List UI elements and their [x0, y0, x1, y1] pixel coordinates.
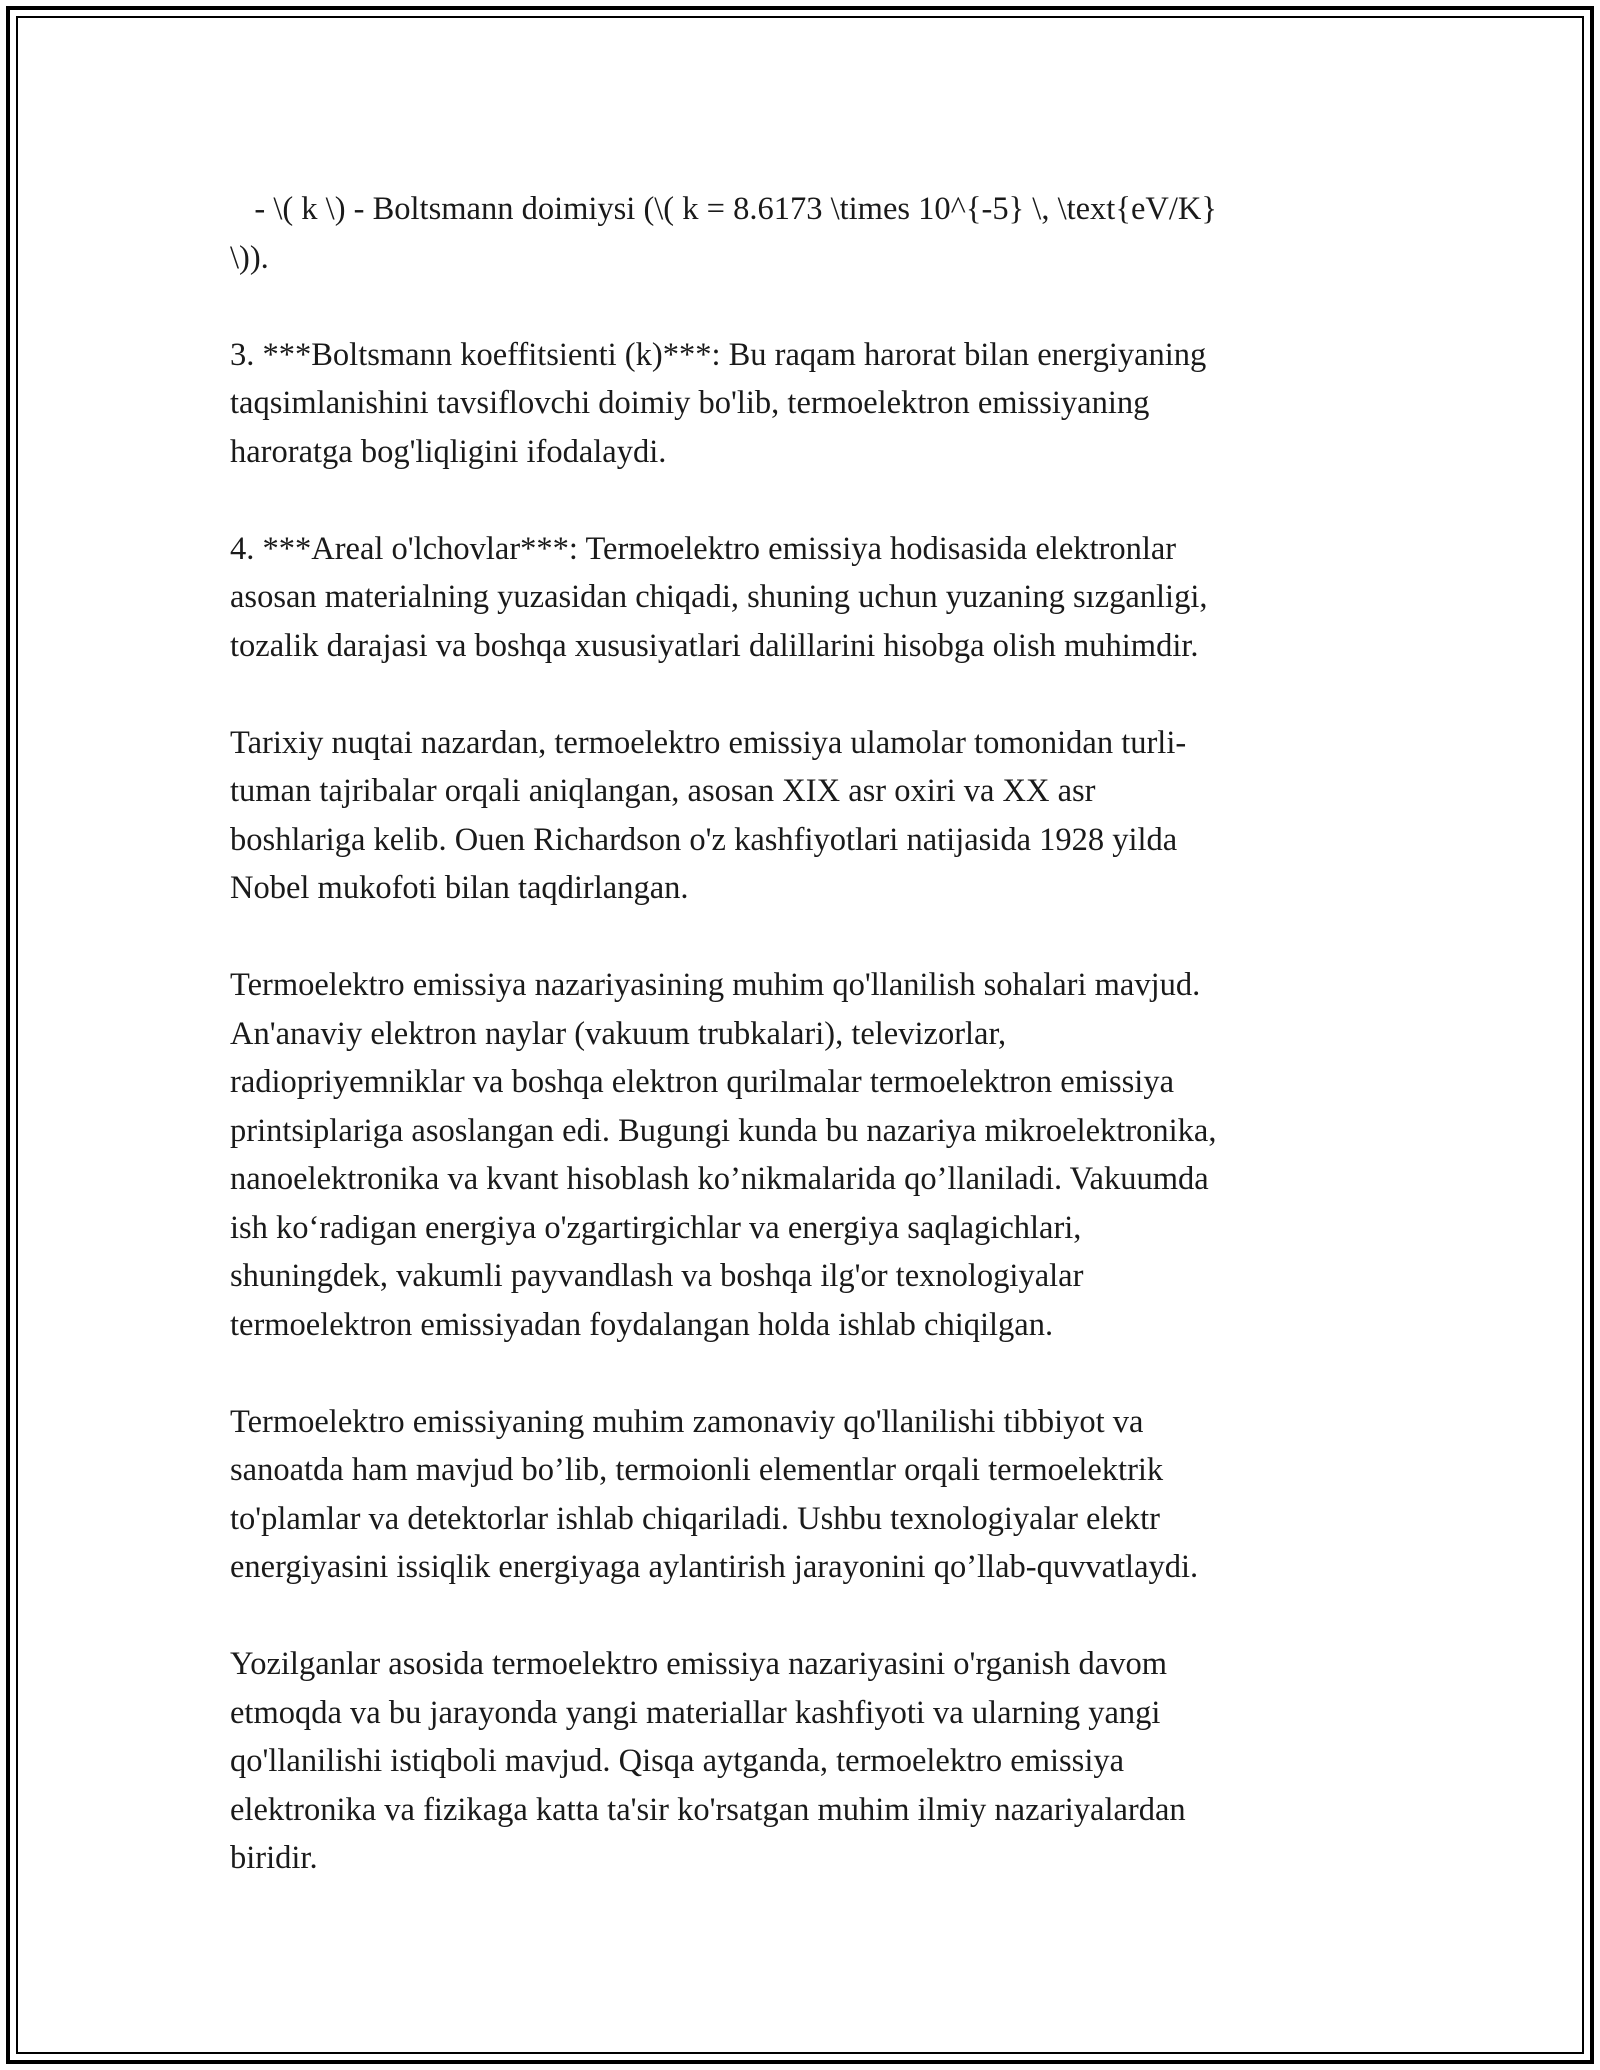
text-line: 4. ***Areal o'lchovlar***: Termoelektro emissiya hodisasida elektronlar	[230, 530, 1177, 567]
text-line: qo'llanilishi istiqboli mavjud. Qisqa aytganda, termoelektro emissiya	[230, 1743, 1125, 1779]
text-line: elektronika va fizikaga katta ta'sir ko'rsatgan muhim ilmiy nazariyalardan	[230, 1791, 1186, 1828]
text-line: ish ko‘radigan energiya o'zgartirgichlar va energiya saqlagichlari,	[230, 1209, 1082, 1246]
text-line: boshlariga kelib. Ouen Richardson o'z kashfiyotlari natijasida 1928 yilda	[230, 821, 1178, 858]
text-line: to'plamlar va detektorlar ishlab chiqariladi. Ushbu texnologiyalar elektr	[230, 1500, 1160, 1537]
text-line: energiyasini issiqlik energiyaga aylantirish jarayonini qo’llab-quvvatlaydi.	[230, 1549, 1199, 1585]
text-line: tozalik darajasi va boshqa xususiyatlari dalillarini hisobga olish muhimdir.	[230, 627, 1199, 664]
text-line: nanoelektronika va kvant hisoblash ko’nikmalarida qo’llaniladi. Vakuumda	[230, 1161, 1209, 1197]
text-line: asosan materialning yuzasidan chiqadi, shuning uchun yuzaning sızganligi,	[230, 579, 1208, 615]
text-line: biridir.	[230, 1840, 318, 1876]
text-line: Yozilganlar asosida termoelektro emissiya nazariyasini o'rganish davom	[230, 1646, 1168, 1682]
text-line: 3. ***Boltsmann koeffitsienti (k)***: Bu raqam harorat bilan energiyaning	[230, 336, 1207, 373]
paragraph-item-4-areal-measurements	[230, 525, 1380, 671]
paragraph-modern-applications	[230, 1398, 1380, 1592]
text-line: tuman tajribalar orqali aniqlangan, asosan XIX asr oxiri va XX asr	[230, 773, 1096, 809]
paragraph-item-3-boltzmann-coefficient	[230, 331, 1380, 477]
text-line: printsiplariga asoslangan edi. Bugungi kunda bu nazariya mikroelektronika,	[230, 1112, 1217, 1149]
text-line: Termoelektro emissiya nazariyasining muhim qo'llanilish sohalari mavjud.	[230, 967, 1201, 1003]
text-line: termoelektron emissiyadan foydalangan holda ishlab chiqilgan.	[230, 1306, 1054, 1343]
paragraph-boltzmann-constant-definition	[230, 185, 1380, 282]
document-body	[230, 185, 1380, 1883]
text-line: haroratga bog'liqligini ifodalaydi.	[230, 433, 667, 470]
text-line: An'anaviy elektron naylar (vakuum trubkalari), televizorlar,	[230, 1015, 1007, 1052]
text-line: radiopriyemniklar va boshqa elektron qurilmalar termoelektron emissiya	[230, 1064, 1175, 1100]
text-line: Tarixiy nuqtai nazardan, termoelektro emissiya ulamolar tomonidan turli-	[230, 724, 1187, 761]
text-line: Termoelektro emissiyaning muhim zamonaviy qo'llanilishi tibbiyot va	[230, 1403, 1144, 1440]
text-line: sanoatda ham mavjud bo’lib, termoionli elementlar orqali termoelektrik	[230, 1452, 1164, 1488]
text-line: \)).	[230, 239, 269, 276]
text-line: Nobel mukofoti bilan taqdirlangan.	[230, 870, 689, 906]
text-line: - \( k \) - Boltsmann doimiysi (\( k = 8.6173 \times 10^{-5} \, \text{eV/K}	[230, 191, 1217, 227]
text-line: etmoqda va bu jarayonda yangi materiallar kashfiyoti va ularning yangi	[230, 1694, 1161, 1731]
text-line: taqsimlanishini tavsiflovchi doimiy bo'lib, termoelektron emissiyaning	[230, 385, 1150, 421]
paragraph-conclusion	[230, 1640, 1380, 1883]
paragraph-historical-context	[230, 719, 1380, 913]
text-line: shuningdek, vakumli payvandlash va boshqa ilg'or texnologiyalar	[230, 1258, 1084, 1294]
paragraph-applications	[230, 961, 1380, 1349]
